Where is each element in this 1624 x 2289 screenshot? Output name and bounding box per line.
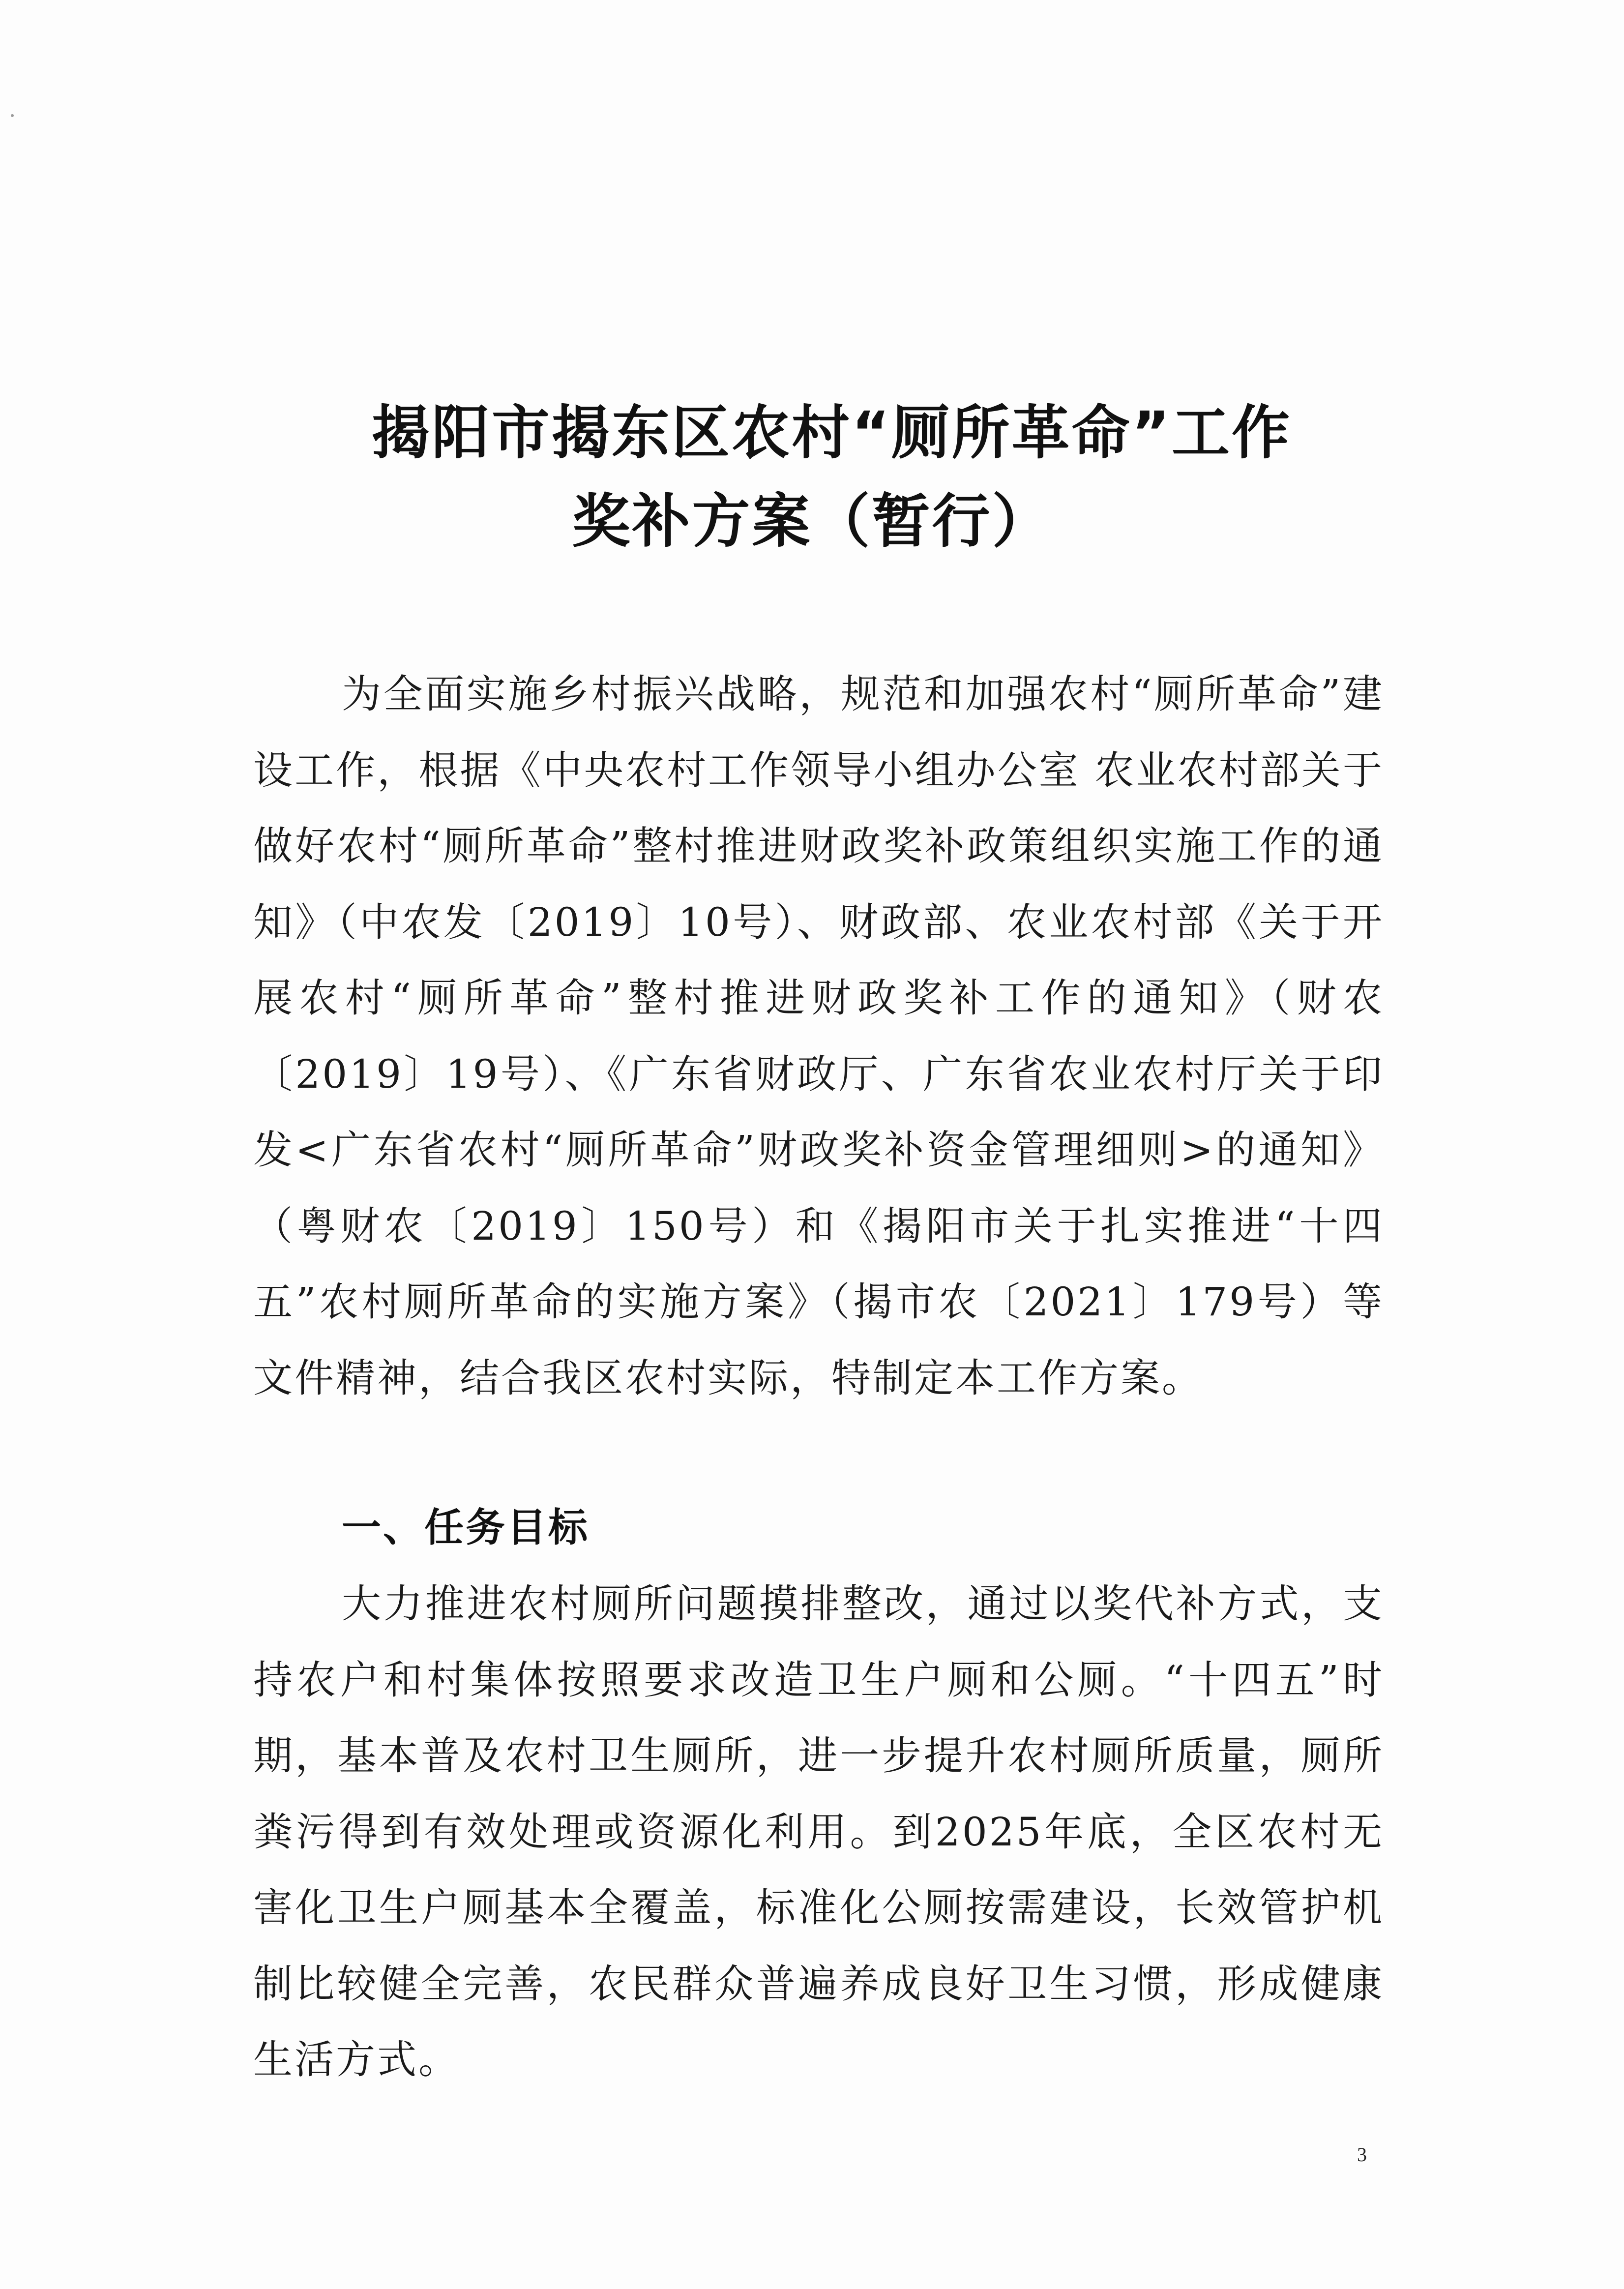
document-title-line-2: 奖补方案（暂行） — [572, 487, 1052, 555]
section-heading-task-goals: 一、任务目标 — [342, 1505, 590, 1550]
task-goals-paragraph: 大力推进农村厕所问题摸排整改，通过以奖代补方式，支持农户和村集体按照要求改造卫生户厕和公厕。“十四五”时期，基本普及农村卫生厕所，进一步提升农村厕所质量，厕所粪污得到有效处理或资源化利用。到2025年底，全区农村无害化卫生户厕基本全覆盖，标准化公厕按需建设，长效管护机制比较健全完善，农民群众普遍养成良好卫生习惯，形成健康生活方式。 — [253, 1581, 1384, 2082]
intro-paragraph: 为全面实施乡村振兴战略，规范和加强农村“厕所革命”建设工作，根据《中央农村工作领导小组办公室 农业农村部关于做好农村“厕所革命”整村推进财政奖补政策组织实施工作的通知》（中农发〔2019〕10号）、财政部、农业农村部《关于开展农村“厕所革命”整村推进财政奖补工作的通知》（财农〔2019〕19号）、《广东省财政厅、广东省农业农村厅关于印发<广东省农村“厕所革命”财政奖补资金管理细则>的通知》（粤财农〔2019〕150号）和《揭阳市关于扎实推进“十四五”农村厕所革命的实施方案》（揭市农〔2021〕179号）等文件精神，结合我区农村实际，特制定本工作方案。 — [253, 671, 1384, 1401]
document-title-line-1: 揭阳市揭东区农村“厕所革命”工作 — [371, 399, 1292, 467]
scan-artifact-dot — [11, 114, 14, 117]
page-number: 3 — [1357, 2143, 1367, 2166]
